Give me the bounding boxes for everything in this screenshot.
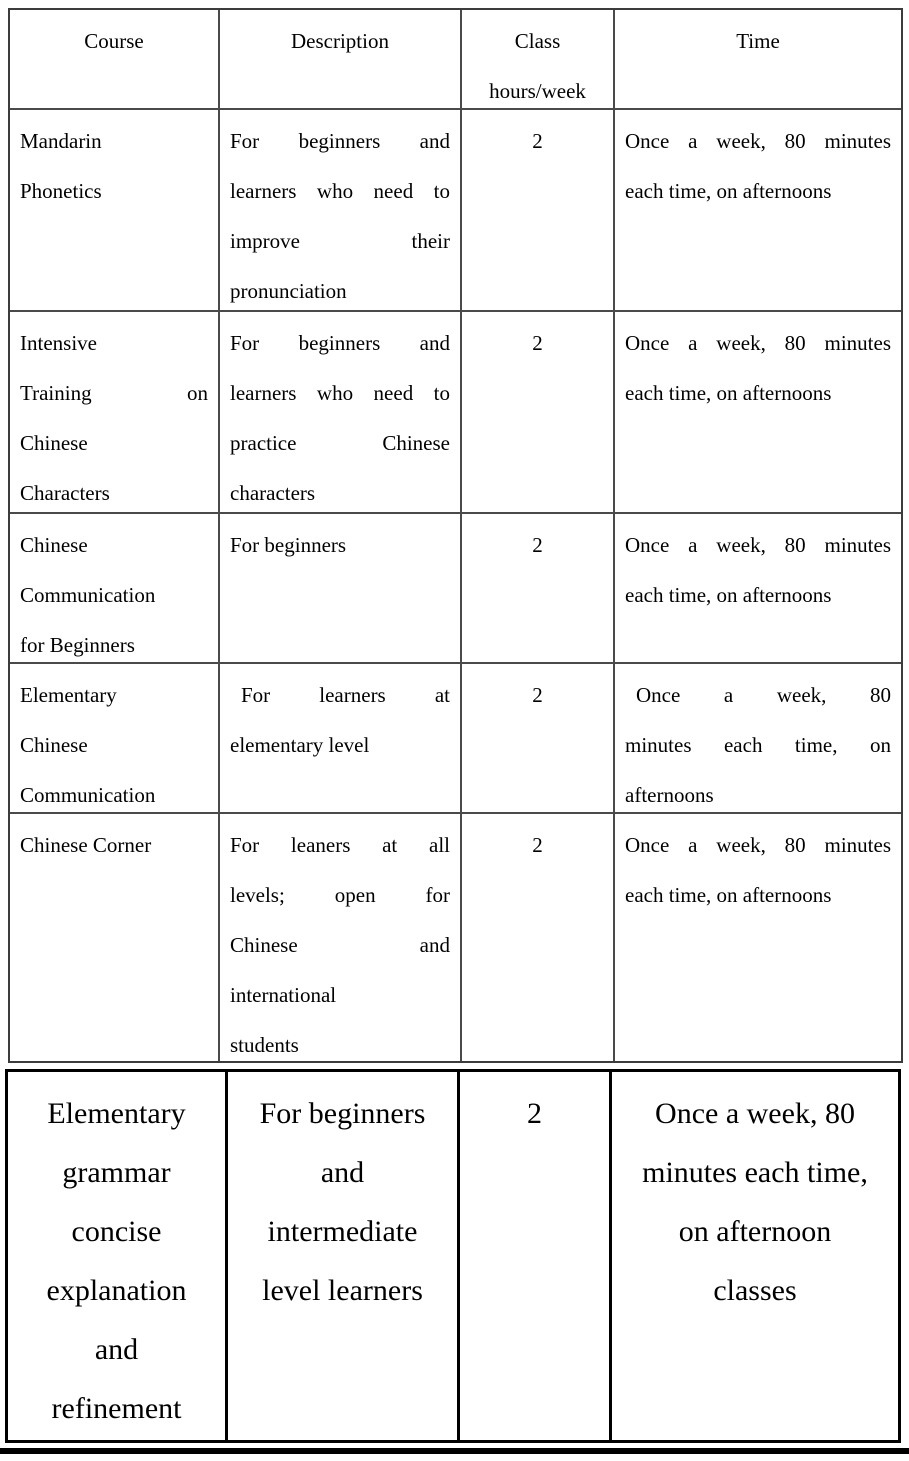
cell-description: For learners at elementary level xyxy=(220,664,462,814)
cell-time: Once a week, 80 minutes each time, on afternoons xyxy=(615,664,901,814)
elementary-grammar-table xyxy=(5,1069,901,1443)
header-time: Time xyxy=(615,10,901,110)
cell-description: For beginners xyxy=(220,514,462,664)
cell-time: Once a week, 80 minutes each time, on afternoons xyxy=(615,514,901,664)
cell-course: Intensive Training on Chinese Characters xyxy=(10,312,220,514)
cell-course: Elementary grammar concise explanation and refinement xyxy=(8,1072,228,1440)
cell-class-hours: 2 xyxy=(462,514,615,664)
cell-class-hours: 2 xyxy=(462,814,615,1061)
cell-time: Once a week, 80 minutes each time, on afternoons xyxy=(615,110,901,312)
cell-course: Chinese Communication for Beginners xyxy=(10,514,220,664)
header-class-hours: Class hours/week xyxy=(462,10,615,110)
cell-class-hours: 2 xyxy=(462,664,615,814)
cell-description: For beginners and intermediate level learners xyxy=(228,1072,460,1440)
cell-time: Once a week, 80 minutes each time, on afternoons xyxy=(615,312,901,514)
cell-time: Once a week, 80 minutes each time, on afternoons xyxy=(625,833,891,907)
cell-course: Elementary Chinese Communication xyxy=(10,664,220,814)
cell-course: Mandarin Phonetics xyxy=(10,110,220,312)
cell-description: For leaners at all levels; open for Chinese and international students xyxy=(220,814,462,1061)
header-description: Description xyxy=(220,10,462,110)
header-course: Course xyxy=(10,10,220,110)
course-schedule-table xyxy=(8,8,903,1063)
cell-class-hours: 2 xyxy=(462,312,615,514)
cell-class-hours: 2 xyxy=(460,1072,612,1440)
cell-description: For beginners and learners who need to improve their pronunciation xyxy=(220,110,462,312)
cell-description: For beginners and learners who need to practice Chinese characters xyxy=(220,312,462,514)
cell-time: Once a week, 80 minutes each time, on afternoon classes xyxy=(642,1097,868,1307)
cell-class-hours: 2 xyxy=(462,110,615,312)
page-bottom-rule xyxy=(0,1448,909,1454)
cell-course: Chinese Corner xyxy=(10,814,220,1061)
